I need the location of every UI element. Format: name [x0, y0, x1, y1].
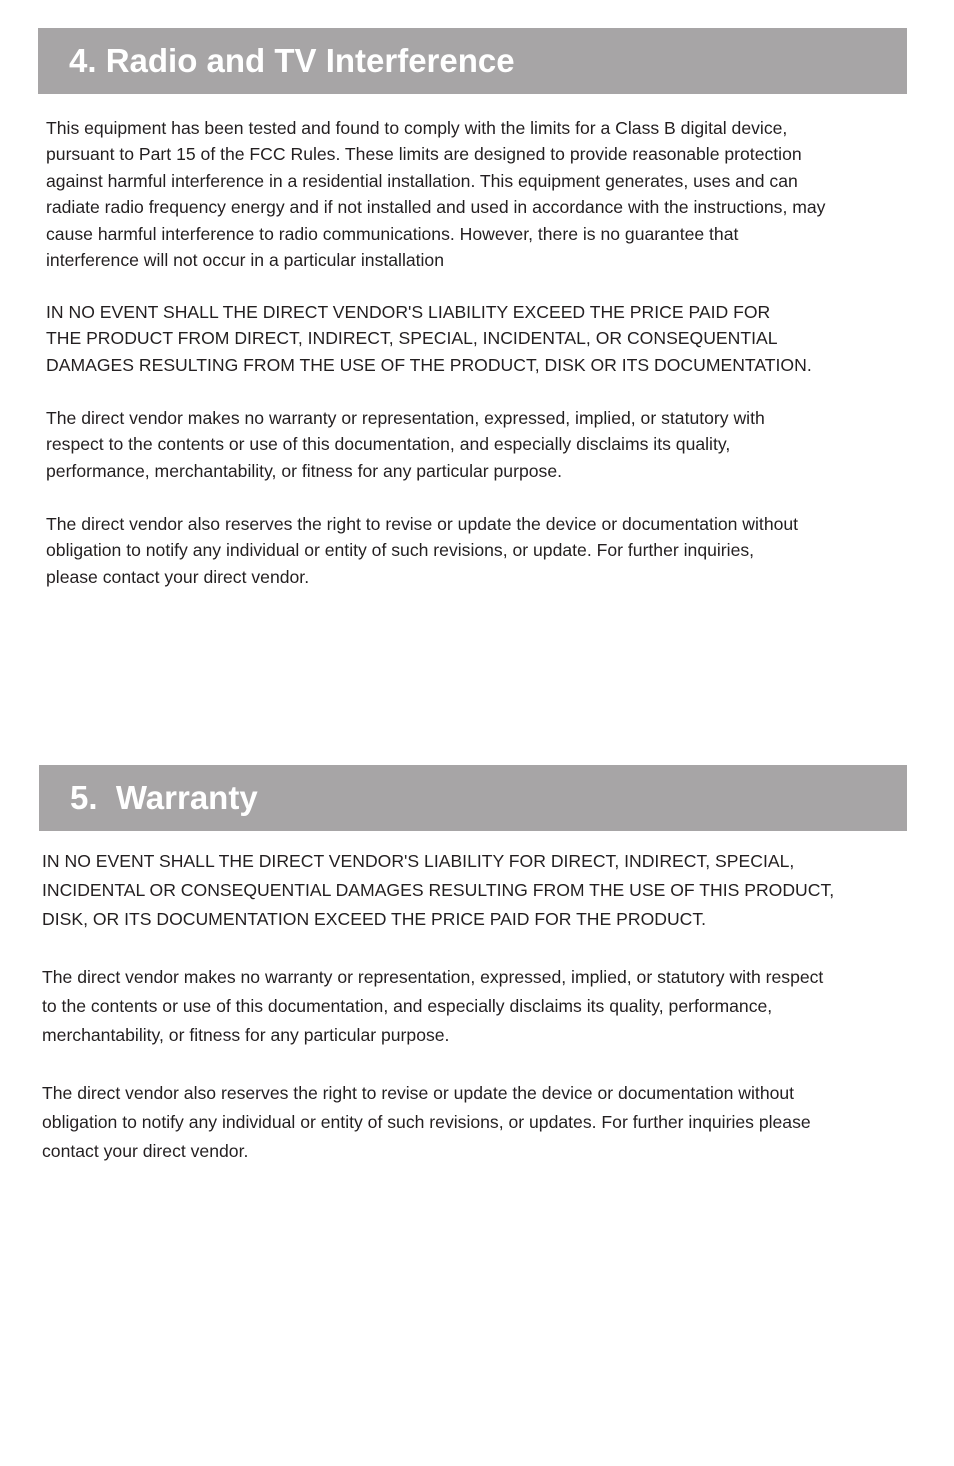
- section-title: 4. Radio and TV Interference: [69, 42, 515, 79]
- section-header-radio-tv-interference: [38, 28, 907, 94]
- paragraph-liability-limit: IN NO EVENT SHALL THE DIRECT VENDOR'S LIABILITY FOR DIRECT, INDIRECT, SPECIAL, INCIDENTAL OR CONSEQUENTIAL DAMAGES RESULTING FROM THE USE OF THIS PRODUCT, DISK, OR ITS DOCUMENTATION EXCEED THE PRICE PAID FOR THE PRODUCT.: [42, 851, 835, 929]
- paragraph-liability-limit: IN NO EVENT SHALL THE DIRECT VENDOR'S LIABILITY EXCEED THE PRICE PAID FOR THE PRODUCT FROM DIRECT, INDIRECT, SPECIAL, INCIDENTAL, OR CONSEQUENTIAL DAMAGES RESULTING FROM THE USE OF THE PRODUCT, DISK OR ITS DOCUMENTATION.: [46, 302, 812, 375]
- paragraph-fcc-compliance: This equipment has been tested and found to comply with the limits for a Class B digital device, pursuant to Part 15 of the FCC Rules. These limits are designed to provide reasonable protection against harmful interference in a residential installation. This equipment generates, uses and can radiate radio frequency energy and if not installed and used in accordance with the instructions, may cause harmful interference to radio communications. However, there is no guarantee that interference will not occur in a particular installation: [46, 118, 826, 271]
- paragraph-no-warranty: The direct vendor makes no warranty or representation, expressed, implied, or statutory with respect to the contents or use of this documentation, and especially disclaims its quality, performance, merchantability, or fitness for any particular purpose.: [42, 967, 824, 1045]
- paragraph-revision-rights: The direct vendor also reserves the right to revise or update the device or documentation without obligation to notify any individual or entity of such revisions, or update. For further inquiries, please contact your direct vendor.: [46, 514, 799, 587]
- section-header-warranty: [39, 765, 907, 831]
- paragraph-revision-rights: The direct vendor also reserves the right to revise or update the device or documentation without obligation to notify any individual or entity of such revisions, or updates. For further inquiries please contact your direct vendor.: [42, 1083, 811, 1161]
- paragraph-no-warranty: The direct vendor makes no warranty or representation, expressed, implied, or statutory with respect to the contents or use of this documentation, and especially disclaims its quality, performance, merchantability, or fitness for any particular purpose.: [46, 408, 765, 481]
- section-title: 5. Warranty: [70, 779, 258, 816]
